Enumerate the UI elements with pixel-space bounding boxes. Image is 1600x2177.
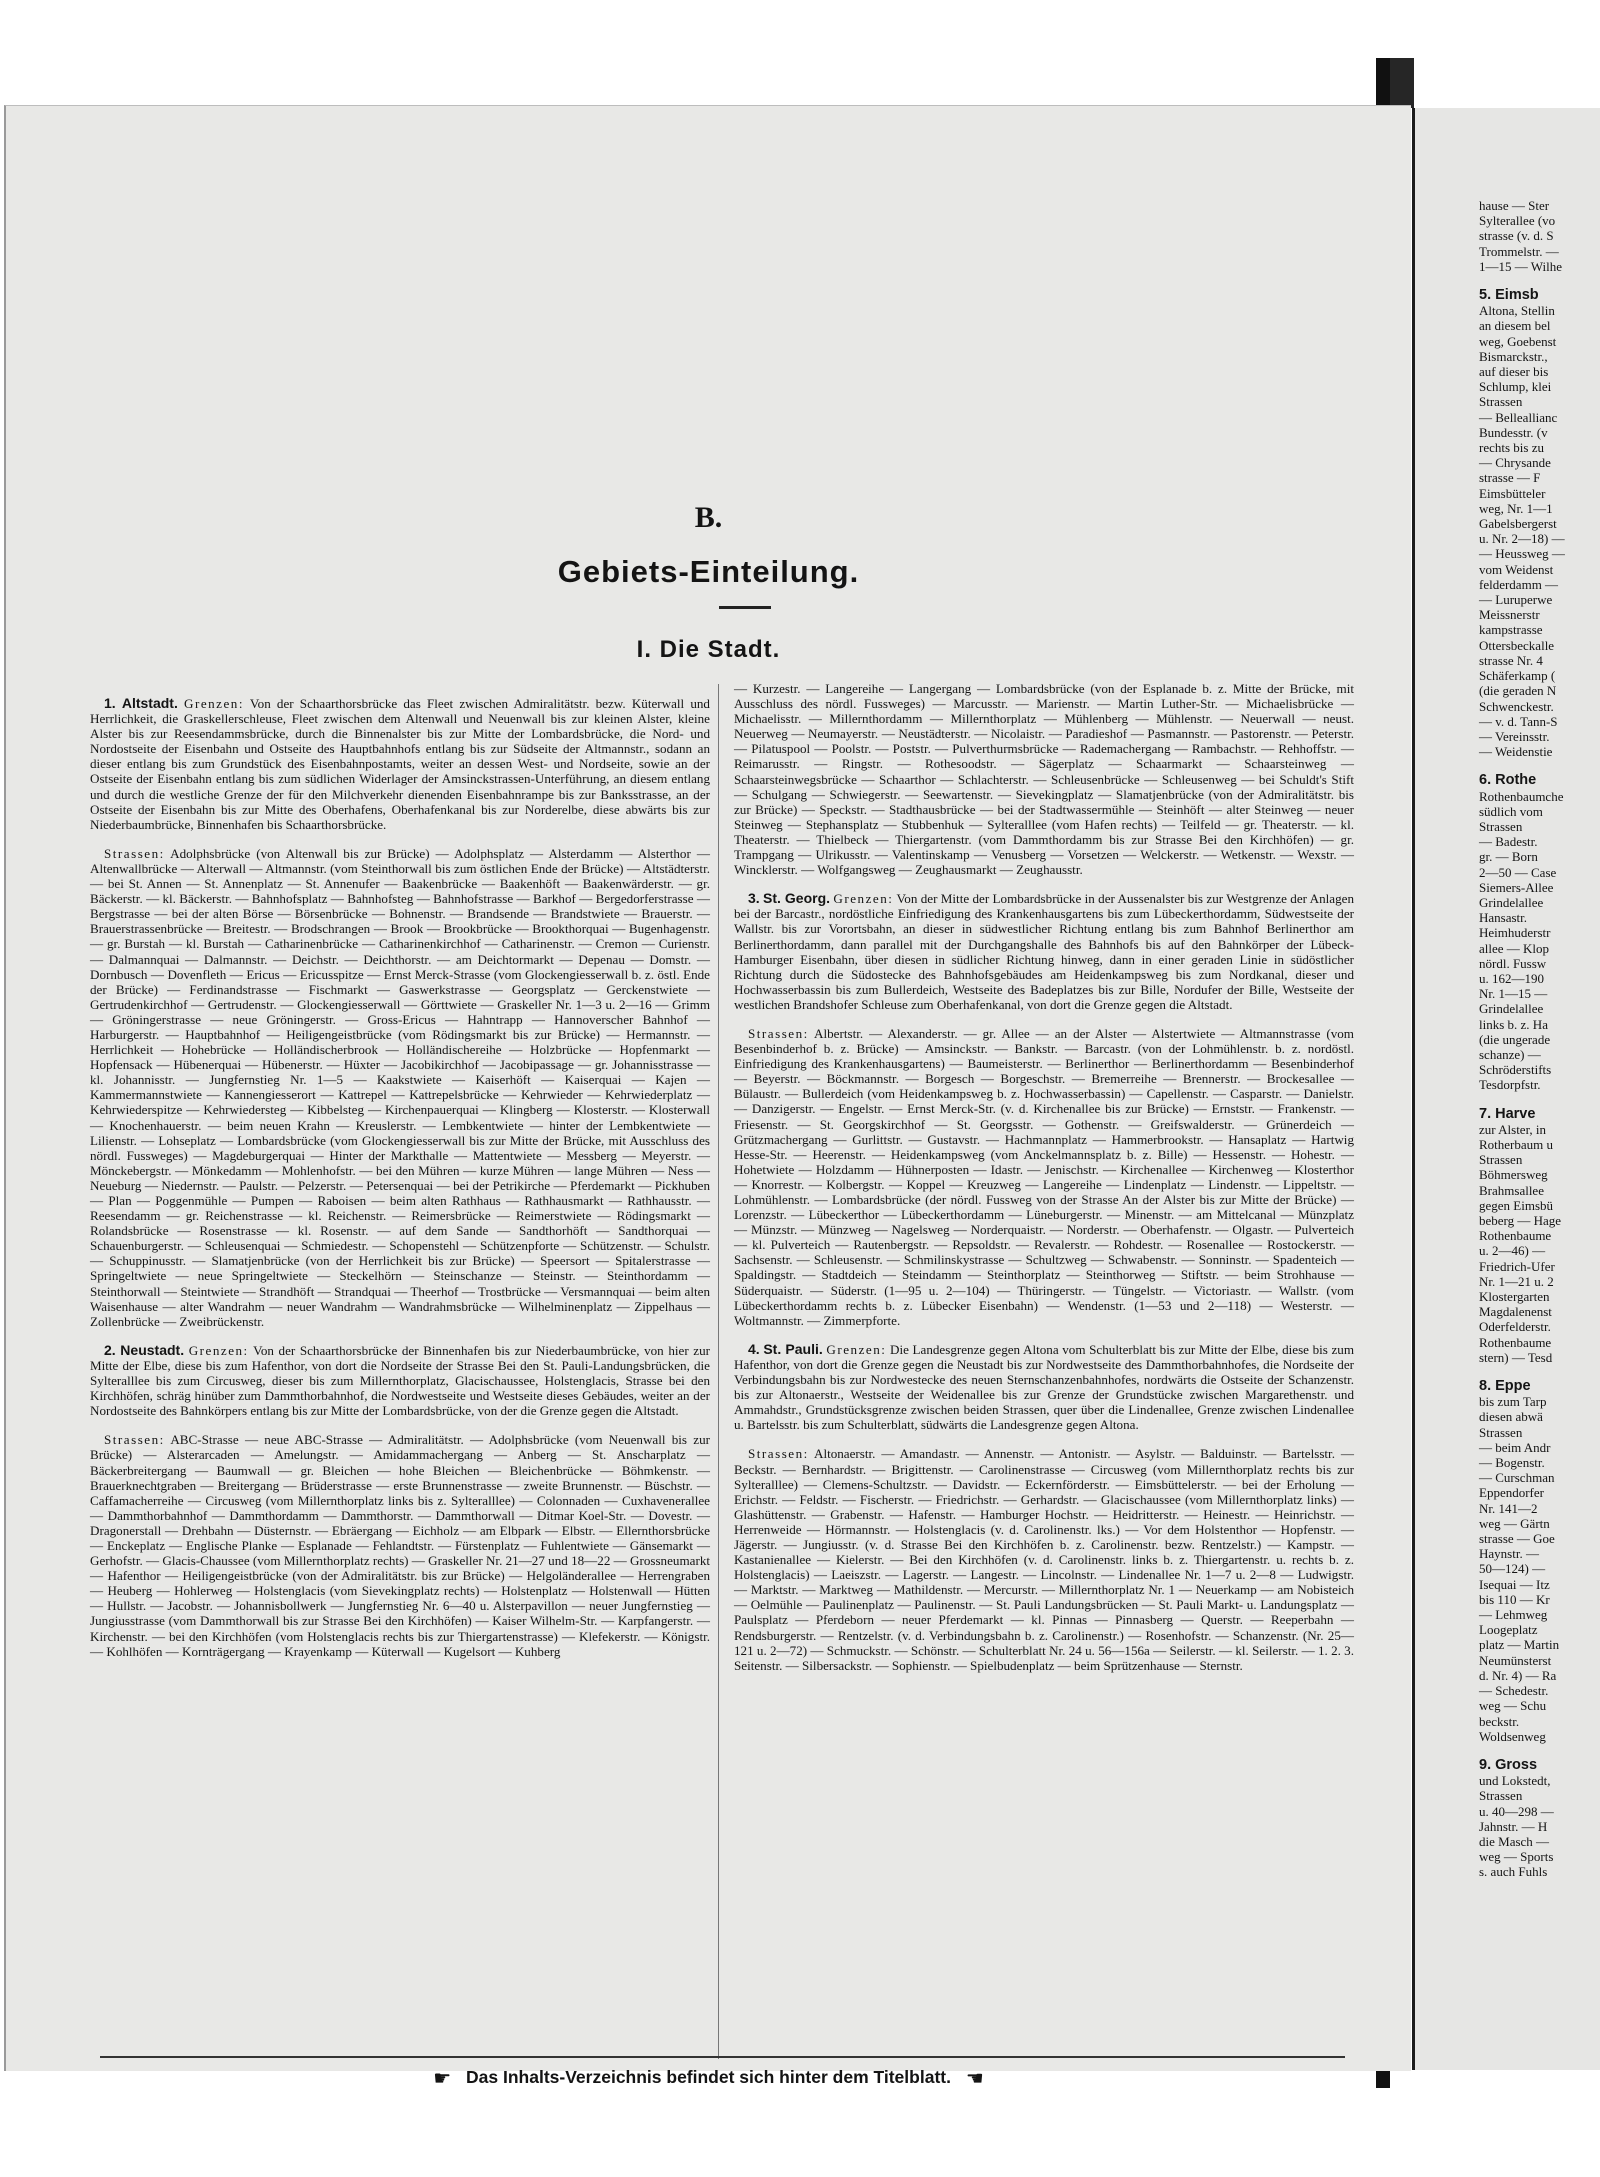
spacer (1415, 274, 1565, 288)
right-page-line: an diesem bel (1479, 318, 1551, 334)
right-page-line: Strassen (1479, 818, 1523, 834)
right-page-line: — Weidenstie (1479, 744, 1553, 760)
right-page-line: beckstr. (1479, 1713, 1520, 1729)
strassen-text: Altonaerstr. — Amandastr. — Annenstr. — Antonistr. — Asylstr. — Balduinstr. — Bartelsstr. — Beckstr. — Bernhardstr. — Brigittenstr. — Carolinenstrasse — Circusweg (vom Millernthorplatz rechts bis zur Sylteralllee) — Clemens-Schultzstr. — Davidstr. — Eckernförderstr. — Eimsbüttelerstr. — bei der Erholung — Erichstr. — Feldstr. — Fischerstr. — Friedrichstr. — Gerhardstr. — Glacischaussee (vom Millernthorplatz links) — Glashüttenstr. — Grabenstr. — Hafenstr. — Hamburger Hochstr. — Heidritterstr. — Heinestr. — Heinrichstr. — Herrenweide — Hörmannstr. — Holstenglacis (v. d. Carolinenstr. lks.) — Vor dem Holstenthor — Hopfenstr. — Jägerstr. — Jungiusstr. (v. d. Strasse Bei den Kirchhöfen b. z. Carolinenstr. bezw. Rentzelstr.) — Kampstr. — Kastanienallee — Kielerstr. — Bei den Kirchhöfen (v. d. Carolinenstr. links b. z. Thiergartenstr. u. rechts b. z. Holstenglacis) — Laeiszstr. — Lagerstr. — Langestr. — Lincolnstr. — Lindenallee Nr. 1—7 u. 2—8 — Ludwigstr. — Marktstr. — Marktweg — Mathildenstr. — Mercurstr. — Millernthorplatz Nr. 1 — Neuerkamp — am Nobisteich — Oelmühle — Paulinenplatz — Paulinenstr. — St. Pauli Landungsbrücken — St. Pauli Markt- u. Landungsplatz — Paulsplatz — Pferdeborn — neuer Pferdemarkt — kl. Pinnas — Pinnasberg — Querstr. — Reeperbahn — Rendsburgerstr. — Rentzelstr. (v. d. Verbindungsbahn b. z. Carolinenstr.) — Rosenhofstr. — Schanzenstr. (Nr. 25—121 u. 2—72) — Schmuckstr. — Schönstr. — Schulterblatt Nr. 24 u. 56—156a — Seilerstr. — kl. Seilerstr. — 1. 2. 3. Seitenstr. — Silbersackstr. — Sophienstr. — Spielbudenplatz — beim Sprützenhause — Sternstr. (734, 1446, 1354, 1673)
right-page-line: Altona, Stellin (1479, 303, 1555, 319)
right-page-line: Meissnerstr (1479, 607, 1540, 623)
right-page-line: u. 40—298 — (1479, 1803, 1554, 1819)
right-page-line: bis zum Tarp (1479, 1394, 1547, 1410)
district-number: 3. (748, 890, 760, 907)
st-georg-strassen (734, 1026, 1354, 1328)
right-page-line: Haynstr. — (1479, 1546, 1539, 1562)
right-page-line: — v. d. Tann-S (1479, 713, 1558, 729)
right-page-line: 1—15 — Wilhe (1479, 258, 1563, 274)
right-page-line: vom Weidenst (1479, 561, 1554, 577)
right-page-line: Klostergarten (1479, 1289, 1550, 1305)
right-page-line: — Belleallianc (1479, 409, 1558, 425)
right-page-line: Nr. 1—15 — (1479, 986, 1548, 1002)
right-page-district-heading: 6. Rothe (1479, 772, 1537, 789)
right-page-line: Heimhuderstr (1479, 925, 1551, 941)
right-page-district-heading: 5. Eimsb (1479, 287, 1539, 304)
right-page-line: strasse Nr. 4 (1479, 652, 1543, 668)
right-page-line: strasse — Goe (1479, 1531, 1555, 1547)
right-page-line: strasse — F (1479, 470, 1541, 486)
right-page-line: Schäferkamp ( (1479, 668, 1556, 684)
strassen-text: Albertstr. — Alexanderstr. — gr. Allee — an der Alster — Alstertwiete — Altmannstrasse (vom Besenbinderhof b. z. Brücke) — Amsinckstr. — Bankstr. — Barcastr. (von der Lohmühlenstr. b. z. nordöstl. Einfriedigung des Krankenhausgartens) — Baumeisterstr. — Berlinerthor — Berlinerthordamm — Besenbinderhof — Beyerstr. — Böckmannstr. — Borgesch — Borgeschstr. — Bremerreihe — Brennerstr. — Brockesallee — Bülaustr. — Bullerdeich (vom Heidenkampsweg b. z. Hochwasserbassin) — Capellenstr. — Casparstr. — Danielstr. — Danzigerstr. — Engelstr. — Ernst Merck-Str. (v. d. Kirchenallee bis zur Brücke) — Ernststr. — Frankenstr. — Friesenstr. — St. Georgskirchhof — St. Georgsstr. — Gothenstr. — Greifswalderstr. — Grünerdeich — Grützmachergang — Gurlittstr. — Gustavstr. — Hachmannplatz — Hammerbrookstr. — Hansaplatz — Hartwig Hesse-Str. — Heerenstr. — Heidenkampsweg (vom Anckelmannsplatz b. z. Bille) — Hessenstr. — Hohestr. — Hohetwiete — Holzdamm — Hühnerposten — Idastr. — Jenischstr. — Kirchenallee — Kirchenweg — Klosterthor — Knorrestr. — Kolbergstr. — Koppel — Kreuzweg — Langereihe — Lindenplatz — Lindenstr. — Lippeltstr. — Lohmühlenstr. — Lombardsbrücke (der nördl. Fussweg von der Strasse An der Alster bis zur Mitte der Brücke) — Lorenzstr. — Lübeckerthor — Lübeckerthordamm — Lüneburgerstr. — Minenstr. — am Mittelcanal — Münzplatz — Münzstr. — Münzweg — Nagelsweg — Norderquaistr. — Norderstr. — Oberhafenstr. — Olgastr. — Pulverteich — kl. Pulverteich — Rautenbergstr. — Repsoldstr. — Revalerstr. — Rohdestr. — Rosenallee — Rostockerstr. — Sachsenstr. — Schleusenstr. — Schmilinskystrasse — Schultzweg — Schwabenstr. — Sonninstr. — Spadenteich — Spaldingstr. — Stadtdeich — Steindamm — Steinthorplatz — Steinthorweg — Stiftstr. — beim Strohhause — Süderquaistr. — Süderstr. (1—95 u. 2—104) — Thüringerstr. — Tüngelstr. — Victoriastr. — Wallstr. (vom Lübeckerthordamm rechts b. z. Lübecker Eisenbahn) — Wendenstr. (1—53 und 2—118) — Westerstr. — Woltmannstr. — Zimmerpforte. (734, 1025, 1354, 1328)
right-page-line: Strassen (1479, 1788, 1523, 1804)
right-page-line: auf dieser bis (1479, 364, 1549, 380)
district-number: 1. (104, 695, 116, 711)
right-page-line: Eppendorfer (1479, 1485, 1544, 1501)
right-page-line: Oderfelderstr. (1479, 1319, 1551, 1335)
pointing-hand-right-icon: ☛ (433, 2068, 452, 2090)
right-page-line: Strassen (1479, 1424, 1523, 1440)
right-page-line: Rothenbaume (1479, 1334, 1552, 1350)
right-page-line: südlich vom (1479, 803, 1543, 819)
right-page-line: gr. — Born (1479, 849, 1538, 865)
right-page-line: nördl. Fussw (1479, 955, 1547, 971)
right-page-fragment (1412, 108, 1600, 2070)
right-page-line: Rotherbaum u (1479, 1136, 1554, 1152)
right-page-line: u. 2—46) — (1479, 1243, 1546, 1259)
strassen-label: Strassen: (748, 1025, 809, 1041)
right-page-line: gegen Eimsbü (1479, 1197, 1554, 1213)
spacer (1415, 1365, 1565, 1379)
pointing-hand-left-icon: ☚ (965, 2068, 984, 2090)
altstadt-grenzen (90, 696, 710, 832)
footer-rule (100, 2056, 1345, 2058)
grenzen-text: Von der Schaarthorsbrücke der Binnenhafen bis zur Niederbaumbrücke, von hier zur Mitte der Elbe, diese bis zum Hafenthor, von dort die Nordseite der Strasse Bei den St. Pauli-Landungsbrücken, die Sylteralllee bis zum Circusweg, dieser bis zum Millernthorplatz, Glacischaussee, Holstenglacis, Strasse bei den Kirchhöfen, schräg hinüber zum Dammthorbahnhof, die Nordwestseite und Westseite dieses Gebäudes, weiter an der Nordostseite des Bahnkörpers entlang bis zur Mitte der Lombardsbrücke, von der die Grenze gegen die Altstadt. (90, 1342, 711, 1419)
right-page-line: Böhmersweg (1479, 1167, 1548, 1183)
section-letter: B. (694, 501, 723, 534)
footer-note (6, 2066, 1411, 2091)
right-page-line: allee — Klop (1479, 940, 1550, 956)
right-page-line: Brahmsallee (1479, 1182, 1544, 1198)
right-page-line: Neumünsterst (1479, 1652, 1552, 1668)
right-page-line: — Chrysande (1479, 455, 1551, 471)
grenzen-label: Grenzen: (833, 891, 894, 907)
right-page-line: 50—124) — (1479, 1561, 1546, 1577)
right-page-district-heading: 7. Harve (1479, 1105, 1536, 1122)
left-page (4, 105, 1411, 2090)
right-page-line: (die ungerade (1479, 1031, 1551, 1047)
right-page-line: Strassen (1479, 394, 1523, 410)
right-page-line: Isequai — Itz (1479, 1576, 1550, 1592)
right-page-line: platz — Martin (1479, 1637, 1560, 1653)
right-page-line: Siemers-Allee (1479, 879, 1554, 895)
right-page-line: Trommelstr. — (1479, 243, 1559, 259)
spacer (1415, 1744, 1565, 1758)
right-page-line: — Luruperwe (1479, 592, 1553, 608)
right-page-line: Grindelallee (1479, 894, 1544, 910)
right-page-line: u. 162—190 (1479, 970, 1544, 986)
column-left (90, 696, 710, 1673)
column-divider (718, 684, 719, 2059)
right-page-line: zur Alster, in (1479, 1121, 1546, 1137)
right-page-line: bis 110 — Kr (1479, 1591, 1550, 1607)
right-page-line: u. Nr. 2—18) — (1479, 531, 1565, 547)
strassen-text: — Kurzestr. — Langereihe — Langergang — Lombardsbrücke (von der Esplanade b. z. Mitte der Brücke, mit Ausschluss des nördl. Fussweges) — Marcusstr. — Marienstr. — Martin Luther-Str. — Michaelisbrücke — Michaelisstr. — Millernthordamm — Millernthorplatz — Mühlenberg — Mühlenstr. — Neuerwall — neust. Neuerweg — Neumayerstr. — Neustädterstr. — Nicolaistr. — Paradieshof — Pasmannstr. — Pastorenstr. — Peterstr. — Pilatuspool — Poolstr. — Poststr. — Pulverthurmsbrücke — Rademachergang — Rambachstr. — Rehhoffstr. — Reimarusstr. — Ringstr. — Rothesoodstr. — Sägerplatz — Schaarmarkt — Schaarsteinweg — Schaarsteinwegsbrücke — Schaarthor — Schlachterstr. — Schleusenbrücke — Schleusenweg — bei Schuldt's Stift — Schulgang — Schwiegerstr. — Seewartenstr. — Sievekingplatz — Slamatjenbrücke (von der Admiralitätstr. bis zur Brücke) — Speckstr. — Stadthausbrücke — bei der Stadtwassermühle — Steinhöft — alter Steinweg — neuer Steinweg — Stephansplatz — Stubbenhuk — Sylteralllee (vom Hafen rechts) — Teilfeld — gr. Theaterstr. — kl. Theaterstr. — Thielbeck — Thiergartenstr. (vom Dammthordamm bis zur Strasse Bei den Kirchhöfen) — gr. Trampgang — Ulrikusstr. — Valentinskamp — Venusberg — Vorsetzen — Welckerstr. — Wetkenstr. — Wexstr. — Wincklerstr. — Wolfgangsweg — Zeughausmarkt — Zeughausstr. (734, 681, 1354, 878)
strassen-label: Strassen: (748, 1446, 809, 1462)
neustadt-grenzen (90, 1343, 710, 1418)
footer-text: Das Inhalts-Verzeichnis befindet sich hinter dem Titelblatt. (466, 2067, 951, 2088)
right-page-line: felderdamm — (1479, 576, 1559, 592)
right-page-line: kampstrasse (1479, 622, 1543, 638)
right-page-line: Schwenckestr. (1479, 698, 1554, 714)
strassen-text: ABC-Strasse — neue ABC-Strasse — Admiralitätstr. — Adolphsbrücke (vom Neuenwall bis zur Brücke) — Alsterarcaden — Amelungstr. — Amidammachergang — Anberg — St. Anscharplatz — Bäckerbreitergang — Baumwall — gr. Bleichen — hohe Bleichen — Bleichenbrücke — Böhmkenstr. — Brauerknechtgraben — Breitergang — Brüderstrasse — erste Brunnenstrasse — zweite Brunnenstr. — Büschstr. — Caffamacherreihe — Circusweg (vom Millernthorplatz links bis z. Sylteralllee) — Colonnaden — Cuxhavenerallee — Dammthorbahnhof — Dammthordamm — Dammthorstr. — Dammthorwall — Ditmar Koel-Str. — Dovestr. — Dragonerstall — Drehbahn — Düsternstr. — Ebräergang — Eichholz — am Elbpark — Elbstr. — Ellernthorsbrücke — Enckeplatz — Englische Planke — Esplanade — Fehlandtstr. — Fürstenplatz — Fuhlentwiete — Gänsemarkt — Gerhofstr. — Glacis-Chaussee (vom Millernthorplatz rechts) — Graskeller Nr. 21—27 und 18—22 — Grossneumarkt — Hafenthor — Heiligengeistbrücke (von der Admiralitätstr. bis zur Brücke) — Helgoländerallee — Herrengraben — Heuberg — Hohlerweg — Holstenglacis (vom Sievekingplatz rechts) — Holstenplatz — Holstenwall — Hütten — Hullstr. — Jacobstr. — Johannisbollwerk — Jungfernstieg Nr. 6—40 u. Alsterpavillon — neuer Jungfernstieg — Jungiusstrasse (vom Dammthorwall bis zur Strasse Bei den Kirchhöfen) — Kaiser Wilhelm-Str. — Karpfangerstr. — Kirchenstr. — bei den Kirchhöfen (vom Holstenglacis rechts bis zur Thiergartenstrasse) — Klefekerstr. — Königstr. — Kohlhöfen — Kornträgergang — Krayenkamp — Küterwall — Kugelsort — Kuhberg (90, 1432, 711, 1659)
right-page-line: weg — Gärtn (1479, 1515, 1550, 1531)
district-name: St. Pauli. (763, 1340, 823, 1357)
right-page-line: Tesdorpfstr. (1479, 1077, 1541, 1093)
right-page-line: rechts bis zu (1479, 440, 1544, 456)
right-page-line: Schröderstifts (1479, 1062, 1552, 1078)
right-page-line: Grindelallee (1479, 1001, 1544, 1017)
district-number: 4. (748, 1340, 760, 1357)
district-number: 2. (104, 1341, 116, 1358)
grenzen-label: Grenzen: (184, 696, 244, 711)
right-page-line: Friedrich-Ufer (1479, 1258, 1555, 1274)
strassen-label: Strassen: (104, 1432, 165, 1448)
right-page-line: Hansastr. (1479, 910, 1528, 926)
right-page-line: Woldsenweg (1479, 1728, 1546, 1744)
right-page-line: Loogeplatz (1479, 1622, 1538, 1638)
right-page-line: hause — Ster (1479, 198, 1550, 213)
right-page-line: weg, Goebenst (1479, 333, 1557, 349)
spacer (1415, 1093, 1565, 1107)
right-page-line: — Badestr. (1479, 834, 1538, 850)
st-pauli-strassen (734, 1446, 1354, 1672)
right-page-line: Rothenbaume (1479, 1228, 1552, 1244)
right-page-line: beberg — Hage (1479, 1213, 1562, 1228)
strassen-text: Adolphsbrücke (von Altenwall bis zur Brücke) — Adolphsplatz — Alsterdamm — Alsterthor — Altenwallbrücke — Alterwall — Altmannstr. (vom Steinthorwall bis zum östlichen Ende der Brücke) — Altstädterstr. — bei St. Annen — St. Annenplatz — St. Annenufer — Baakenbrücke — Baakenhöft — Baakenwärderstr. — gr. Bäckerstr. — kl. Bäckerstr. — Bahnhofsplatz — Bahnhofsteg — Bahnhofstrasse — Barkhof — Bergedorferstrasse — Bergstrasse — bei der alten Börse — Börsenbrücke — Bohnenstr. — Brandsende — Brandstwiete — Brauerstr. — Brauerstrassenbrücke — Breitestr. — Brodschrangen — Brook — Brookbrücke — Brookthorquai — Bugenhagenstr. — gr. Burstah — kl. Burstah — Catharinenbrücke — Catharinenkirchhof — Catharinenstr. — Cremon — Curienstr. — Dalmannquai — Dalmannstr. — Deichstr. — Deichthorstr. — am Deichtormarkt — Depenau — Domstr. — Dornbusch — Dovenfleth — Ericus — Ericusspitze — Ernst Merck-Strasse (vom Glockengiesserwall b. z. östl. Ende der Brücke) — Ferdinandstrasse — Fischmarkt — Gaswerkstrasse — Georgsplatz — Gerckenstwiete — Gertrudenkirchhof — Gertrudenstr. — Glockengiesserwall — Görttwiete — Graskeller Nr. 1—3 u. 2—16 — Grimm — Gröningerstrasse — neue Gröningerstr. — Gross-Ericus — Hahntrapp — Hannoverscher Bahnhof — Harburgerstr. — Hauptbahnhof — Heiligengeistbrücke (vom Rödingsmarkt bis zur Brücke) — Hermannstr. — Herrlichkeit — Hohebrücke — Holländischerbrook — Holländischereihe — Holzbrücke — Hopfenmarkt — Hopfensack — Hübenerquai — Hübenerstr. — Hüxter — Jacobikirchhof — Jacobipassage — gr. Johannisstrasse — kl. Johannisstr. — Jungfernstieg Nr. 1—5 — Kaakstwiete — Kaiserhöft — Kaiserquai — Kajen — Kammermannstwiete — Kannengiesserort — Kattrepel — Kattrepelsbrücke — Kehrwieder — Kehrwiederplatz — Kehrwiederspitze — Kehrwiedersteg — Kibbelsteg — Kirchenpauerquai — Klingberg — Klosterstr. — Klosterwall — Knochenhauerstr. — beim neuen Krahn — Kreuslerstr. — Lembkentwiete — hinter der Lembkentwiete — Lilienstr. — Lohseplatz — Lombardsbrücke (vom Glockengiesserwall bis zur Mitte der Brücke, mit Ausschluss des nördl. Fussweges) — Magdeburgerquai — Hinter der Markthalle — Mattentwiete — Messberg — Meyerstr. — Mönckebergstr. — Mönkedamm — Mohlenhofstr. — bei den Mühren — kurze Mühren — lange Mühren — Ness — Neueburg — Niedernstr. — Paulstr. — Pelzerstr. — Petersenquai — bei der Petrikirche — Pferdemarkt — Pickhuben — Plan — Poggenmühle — Pumpen — Raboisen — beim alten Rathhaus — Rathhausmarkt — Rathhausstr. — Reesendamm — gr. Reichenstrasse — kl. Reichenstr. — Reimersbrücke — Reimerstwiete — Rödingsmarkt — Rolandsbrücke — Rosenstrasse — kl. Rosenstr. — auf dem Sande — Sandthorhöft — Sandthorquai — Schauenburgerstr. — Schleusenquai — Schmiedestr. — Schopenstehl — Schützenpforte — Schützenstr. — Schulstr. — Schuppinusstr. — Slamatjenbrücke (von der Herrlichkeit bis zur Brücke) — Speersort — Spitalerstrasse — Springeltwiete — neue Springeltwiete — Steckelhörn — Steinschanze — Steinstr. — Steinthordamm — Steinthorwall — Steintwiete — Strandhöft — Strandquai — Theerhof — Trostbrücke — Versmannquai — beim alten Waisenhause — alter Wandrahm — neuer Wandrahm — Wandrahmsbrücke — Wilhelminenplatz — Zippelhaus — Zollenbrücke — Zweibrückenstr. (90, 845, 710, 1329)
binding-edge (1390, 58, 1414, 108)
district-name: Altstadt. (121, 695, 178, 711)
altstadt-strassen (90, 846, 710, 1329)
right-page-line: und Lokstedt, (1479, 1773, 1551, 1789)
district-name: Neustadt. (120, 1341, 185, 1358)
grenzen-text: Von der Schaarthorsbrücke das Fleet zwischen Admiralitätstr. bezw. Küterwall und Herrlichkeit, die Graskellerschleuse, Fleet zwischen dem Altenwall und Neuenwall bis zur kleinen Alster, kleine Alster bis zur Reesendammsbrücke, durch die Binnenalster bis zur Mitte der Lombardsbrücke, die Nord- und Nordostseite der Eisenbahn und Ostseite des Hauptbahnhofs entlang bis zur Südseite der Altmannstr., sodann an dieser entlang bis zum Grundstück des Eisenbahnpostamts, weiter an dessen West- und Nordseite, sowie an der Ostseite der Eisenbahn entlang bis zum südlichen Widerlager der Amsinckstrassen-Unterführung, an diesem entlang und durch die westliche Grenze der für den Milchverkehr dienenden Eisenbahnrampe bis zur Banksstrasse, an der Ostseite der Eisenbahn bis zur Mitte des Oberhafens, Oberhafenkanal bis zur Norderelbe, diese abwärts bis zur Niederbaumbrücke, Binnenhafen bis Schaarthorsbrücke. (90, 696, 710, 832)
st-pauli-grenzen (734, 1342, 1354, 1433)
right-page-line: 2—50 — Case (1479, 864, 1557, 880)
right-page-line: Magdalenenst (1479, 1304, 1552, 1320)
right-page-line: weg — Sports (1479, 1849, 1554, 1865)
grenzen-label: Grenzen: (826, 1341, 887, 1357)
right-page-line: d. Nr. 4) — Ra (1479, 1667, 1557, 1683)
right-page-line: — Curschman (1479, 1470, 1555, 1486)
right-page-line: weg, Nr. 1—1 (1479, 500, 1553, 516)
right-page-line: links b. z. Ha (1479, 1016, 1548, 1032)
right-page-line: s. auch Fuhls (1479, 1864, 1548, 1880)
right-page-line: Schlump, klei (1479, 379, 1552, 395)
strassen-label: Strassen: (104, 845, 165, 861)
grenzen-text: Die Landesgrenze gegen Altona vom Schulterblatt bis zur Mitte der Elbe, diese bis zum Hafenthor, von dort die Grenze gegen die Neustadt bis zur Nordwestseite des Dammthorbahnhofes, die Nordseite der Verbindungsbahn bis zur Nordwestecke des neuen Sternschanzenbahnhofes, nordwärts die Ostseite der Schanzenstr. bis zur Altonaerstr., Westseite der Weidenallee bis zur Grenze der Grundstücke zwischen Margarethenstr. und Ammahdstr., Grundstücksgrenze zwischen beiden Strassen, quer über die Lindenallee, Grenze zwischen Lindenallee u. Bartelsstr. bis zum Schulterblatt, südwärts die Landesgrenze gegen Altona. (734, 1341, 1355, 1433)
neustadt-strassen-continued (734, 681, 1354, 877)
right-page-line: Nr. 1—21 u. 2 (1479, 1273, 1554, 1289)
right-page-line: Nr. 141—2 (1479, 1500, 1538, 1516)
right-page-line: — Heussweg — (1479, 546, 1565, 562)
st-georg-grenzen (734, 891, 1354, 1012)
page-title: Gebiets-Einteilung. (557, 554, 860, 589)
column-right (734, 681, 1354, 1687)
right-page-line: strasse (v. d. S (1479, 228, 1554, 244)
grenzen-text: Von der Mitte der Lombardsbrücke in der Aussenalster bis zur Westgrenze der Anlagen bei der Barcastr., nordöstliche Einfriedigung des Krankenhausgartens bis zum Lübeckerthordamm, Südwestseite der Wallstr. bis zur Vorortsbahn, an dieser in südwestlicher Richtung entlang bis zum Bahnhof Berlinerthor am Berlinerthordamm, dann parallel mit der Durchgangshalle des Bahnhofs bis auf den Bahnkörper der Lübeck-Hamburger Eisenbahn, über diesen in südlicher Richtung hinweg, dann in einer geraden Linie in südöstlicher Richtung durch die Südostecke des Bahnhofsgebäudes am Heidenkampsweg bis zum Nordkanal, dieser und Hochwasserbassin bis zum Bullerdeich, Westseite des Badeplatzes bis zur Bille, Nordufer der Bille, Westseite der westlichen Brandshofer Schleuse zum Oberhafenkanal, von dort die Grenze gegen die Altstadt. (734, 891, 1355, 1012)
right-page-line: diesen abwä (1479, 1409, 1543, 1425)
right-page-line: — Bogenstr. (1479, 1455, 1545, 1471)
neustadt-strassen (90, 1432, 710, 1658)
grenzen-label: Grenzen: (188, 1342, 249, 1358)
right-page-line: — Schedestr. (1479, 1683, 1549, 1699)
right-page-line: — Vereinsstr. (1479, 728, 1550, 744)
page-subtitle: I. Die Stadt. (636, 636, 781, 663)
right-page-line: Gabelsbergerst (1479, 516, 1557, 532)
right-page-line: (die geraden N (1479, 683, 1557, 699)
right-page-line: Bismarckstr., (1479, 348, 1548, 364)
district-name: St. Georg. (763, 890, 831, 907)
right-page-line: — beim Andr (1479, 1439, 1551, 1455)
right-page-line: Eimsbütteler (1479, 485, 1546, 501)
right-page-line: stern) — Tesd (1479, 1349, 1553, 1365)
right-page-text (1415, 198, 1565, 1880)
right-page-line: Bundesstr. (v (1479, 424, 1548, 440)
right-page-line: Ottersbeckalle (1479, 637, 1555, 653)
right-page-line: die Masch — (1479, 1833, 1550, 1849)
title-rule (719, 606, 771, 609)
right-page-line: Strassen (1479, 1152, 1523, 1168)
right-page-line: Sylterallee (vo (1479, 213, 1556, 229)
right-page-line: schanze) — (1479, 1046, 1541, 1062)
right-page-district-heading: 9. Gross (1479, 1756, 1538, 1773)
right-page-line: Rothenbaumche (1479, 788, 1564, 804)
right-page-line: Jahnstr. — H (1479, 1818, 1548, 1834)
right-page-line: weg — Schu (1479, 1698, 1547, 1714)
right-page-district-heading: 8. Eppe (1479, 1378, 1531, 1395)
spacer (1415, 759, 1565, 773)
right-page-line: — Lehmweg (1479, 1607, 1548, 1623)
